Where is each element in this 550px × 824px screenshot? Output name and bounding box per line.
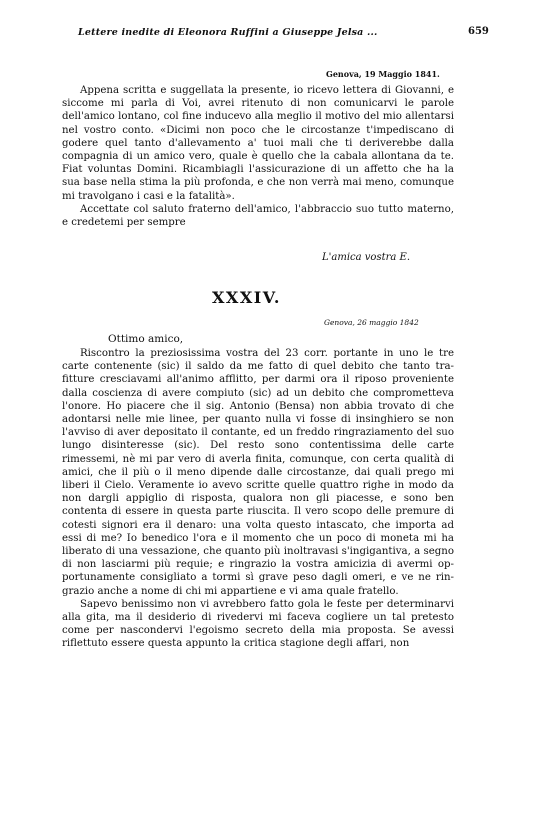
letter-2-body: [62, 347, 454, 651]
letter-2-paragraph: Riscontro la preziosissima vostra del 23 corr. portante in uno le tre carte contenente (sic) il saldo da me fatto di quel debito che tanto trafitture cresciavami all'animo afflitto, per darmi ora il riposo proveniente dalla coscienza di avere compiuto (sic) ad un debito che comprometteva l'onore. Ho piacere che il sig. Antonio (Bensa) non abbia trovato di che adontarsi nelle mie linee, per quanto nulla vi fosse di insinghiero se non l'avviso di aver depositato il contante, ed un freddo ringraziamento del suo lungo disinteresse (sic). Del resto sono contentissima delle carte rimessemi, nè mi par vero di averla finita, comunque, con certa qualità di amici, che il più o il meno dipende dalle circostanze, dai quali prego mi liberi il Cielo. Veramente io avevo scritte quelle quattro righe in modo da non dargli appiglio di risposta, qualora non gli piacesse, e sono ben contenta di essere in questa parte riuscita. Il vero scopo delle premure di cotesti signori era il denaro: una volta questo intascato, che importa ad essi di me? Io benedico l'ora e il momento che un poco di moneta mi ha liberato di una vessazione, che quanto più inoltravasi s'ingigantiva, a segno di non lasciarmi più requie; e ringrazio la vostra amicizia di avermi opportunamente consigliato a tormi sì grave peso dagli omeri, e ve ne ringrazio anche a nome di chi mi appartiene e vi ama quale fratello.: [62, 348, 454, 597]
letter-1-signature: L'amica vostra E.: [322, 252, 410, 263]
letter-2-dateline: Genova, 26 maggio 1842: [324, 318, 419, 327]
letter-1-body: [62, 84, 454, 229]
running-title: Lettere inedite di Eleonora Ruffini a Giuseppe Jelsa ...: [78, 27, 378, 38]
page-number: 659: [468, 26, 489, 37]
letter-1-dateline: Genova, 19 Maggio 1841.: [326, 69, 440, 79]
letter-1-paragraph: Accettate col saluto fraterno dell'amico, l'abbraccio suo tutto materno, e credetemi per sempre: [62, 203, 454, 229]
letter-2-salutation: Ottimo amico,: [108, 333, 184, 345]
letter-1-paragraph: Appena scritta e suggellata la presente, io ricevo lettera di Giovanni, e siccome mi parla di Voi, avrei ritenuto di non comunicarvi le parole dell'amico lontano, col fine inducevo alla meglio il motivo del mio allentarsi nel vostro conto. «Dicimi non poco che le circostanze t'impediscano di godere quel tanto d'allevamento a' tuoi mali che ti deriverebbe dalla compagnia di un amico vero, quale è quello che la cabala allontana da te. Fiat voluntas Domini. Ricambiagli l'assicurazione di un affetto che ha la sua base nella stima la più profonda, e che non verrà mai meno, comunque mi travolgano i casi e la fatalità».: [62, 85, 454, 202]
letter-2-paragraph: Sapevo benissimo non vi avrebbero fatto gola le feste per determinarvi alla gita, ma il desiderio di rivedervi mi faceva cogliere un tal pretesto come per nascondervi l'egoismo secreto della mia proposta. Se avessi riflettuto essere questa appunto la critica stagione degli affari, non: [62, 598, 454, 650]
letter-number-heading: XXXIV.: [212, 288, 281, 307]
